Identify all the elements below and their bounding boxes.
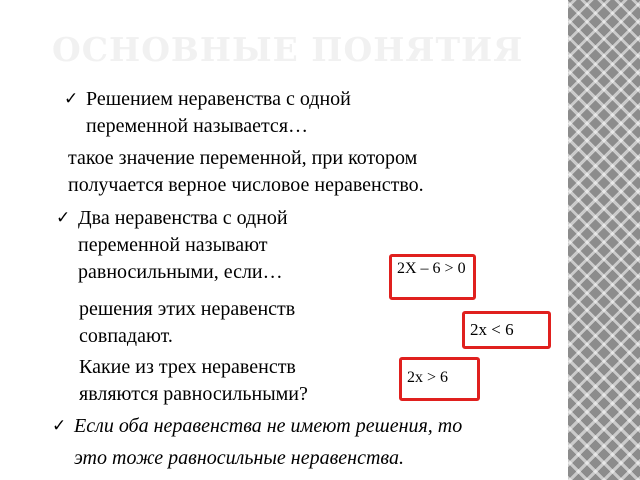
checkmark-icon: ✓ [52,416,67,436]
answer-definition-equivalent: решения этих неравенств совпадают. [79,298,296,347]
bullet-definition-equivalent [56,205,288,286]
answer-definition-solution: такое значение переменной, при котором получается верное числовое неравенство. [68,147,424,196]
slide-title: ОСНОВНЫЕ ПОНЯТИЯ [52,30,524,69]
bullet-definition-solution [64,86,351,140]
question-text: Какие из трех неравенств являются равносильными? [79,356,308,405]
bullet-text: Если оба неравенства не имеют решения, то это тоже равносильные неравенства. [74,415,463,469]
inequality-box-2: 2х < 6 [462,311,551,349]
bullet-text: Два неравенства с одной переменной называют равносильными, если… [78,207,288,283]
inequality-box-3: 2х > 6 [399,357,480,401]
decorative-side-stripe [568,0,640,480]
checkmark-icon: ✓ [64,89,79,109]
checkmark-icon: ✓ [56,208,71,228]
bullet-note-no-solutions [52,410,462,474]
bullet-text: Решением неравенства с одной переменной называется… [86,88,351,137]
inequality-box-1: 2Х – 6 > 0 [389,254,476,300]
